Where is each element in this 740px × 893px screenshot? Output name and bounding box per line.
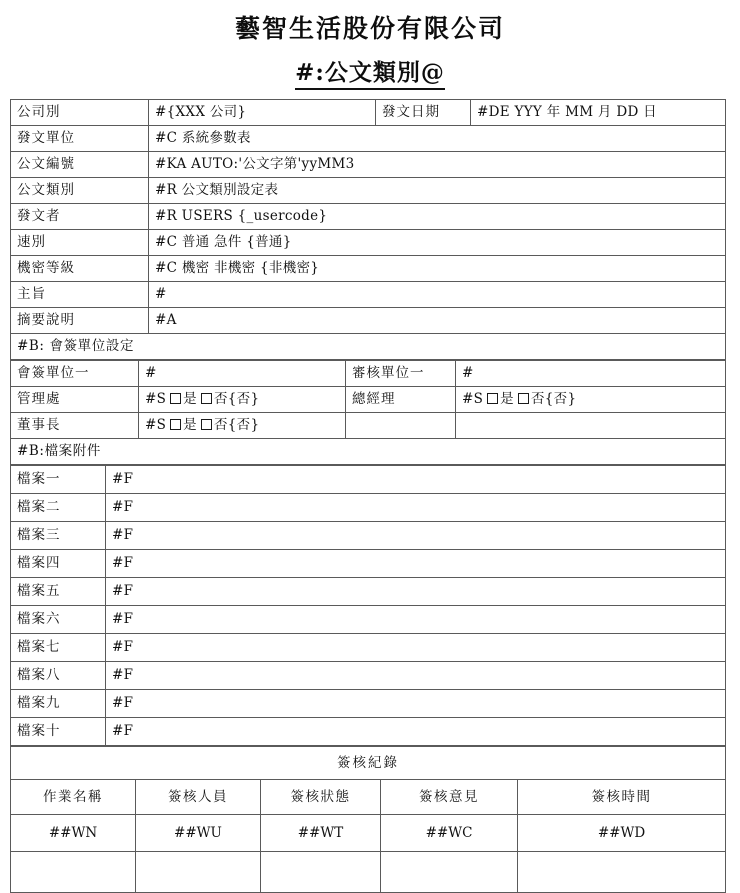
field-label-company: 公司別 bbox=[11, 100, 149, 126]
column-header-task-name: 作業名稱 bbox=[11, 780, 136, 815]
attachment-label-3: 檔案三 bbox=[11, 522, 106, 550]
attachment-value-10[interactable]: #F bbox=[106, 718, 726, 746]
checkbox-no[interactable] bbox=[518, 393, 529, 404]
attachment-value-3[interactable]: #F bbox=[106, 522, 726, 550]
review-label-unit1: 審核單位一 bbox=[346, 361, 456, 387]
checkbox-yes-label: 是 bbox=[183, 417, 197, 434]
page-title: 藝智生活股份有限公司 bbox=[234, 14, 505, 43]
table-row bbox=[11, 550, 726, 578]
attachment-label-10: 檔案十 bbox=[11, 718, 106, 746]
document-page bbox=[0, 14, 740, 882]
table-row bbox=[11, 815, 726, 852]
review-label-gm: 總經理 bbox=[346, 387, 456, 413]
countersign-value-management[interactable] bbox=[139, 387, 346, 413]
attachment-label-6: 檔案六 bbox=[11, 606, 106, 634]
table-row bbox=[11, 718, 726, 746]
table-row bbox=[11, 152, 726, 178]
table-row bbox=[11, 282, 726, 308]
attachment-label-7: 檔案七 bbox=[11, 634, 106, 662]
countersign-value-chairman[interactable] bbox=[139, 413, 346, 439]
column-header-approver: 簽核人員 bbox=[136, 780, 261, 815]
field-value-summary[interactable]: #A bbox=[149, 308, 726, 334]
section-header-attachments bbox=[11, 439, 726, 465]
attachment-value-9[interactable]: #F bbox=[106, 690, 726, 718]
table-row bbox=[11, 204, 726, 230]
checkbox-yes[interactable] bbox=[170, 393, 181, 404]
attachment-label-8: 檔案八 bbox=[11, 662, 106, 690]
countersign-table bbox=[10, 360, 726, 465]
cell-comment: ##WC bbox=[381, 815, 518, 852]
field-label-issue-date: 發文日期 bbox=[376, 100, 471, 126]
checkbox-yes[interactable] bbox=[170, 419, 181, 430]
attachment-value-1[interactable]: #F bbox=[106, 466, 726, 494]
cell-time: ##WD bbox=[518, 815, 726, 852]
column-header-time: 簽核時間 bbox=[518, 780, 726, 815]
attachment-label-4: 檔案四 bbox=[11, 550, 106, 578]
field-value-confidentiality[interactable]: #C 機密 非機密 {非機密} bbox=[149, 256, 726, 282]
table-row bbox=[11, 100, 726, 126]
cell-approver: ##WU bbox=[136, 815, 261, 852]
checkbox-yes-label: 是 bbox=[183, 391, 197, 408]
attachment-label-9: 檔案九 bbox=[11, 690, 106, 718]
prefix-text: #S bbox=[145, 417, 167, 434]
attachment-value-8[interactable]: #F bbox=[106, 662, 726, 690]
field-label-confidentiality: 機密等級 bbox=[11, 256, 149, 282]
attachments-table bbox=[10, 465, 726, 746]
countersign-label-management: 管理處 bbox=[11, 387, 139, 413]
review-value-empty[interactable] bbox=[456, 413, 726, 439]
attachment-value-7[interactable]: #F bbox=[106, 634, 726, 662]
cell-status: ##WT bbox=[261, 815, 381, 852]
attachment-value-2[interactable]: #F bbox=[106, 494, 726, 522]
field-value-company[interactable]: #{XXX 公司} bbox=[149, 100, 376, 126]
section-label-attachments: #B:檔案附件 bbox=[11, 439, 726, 465]
table-row bbox=[11, 413, 726, 439]
approval-log-title: 簽核紀錄 bbox=[11, 747, 726, 780]
checkbox-no[interactable] bbox=[201, 393, 212, 404]
section-label-countersign: #B: 會簽單位設定 bbox=[11, 334, 726, 360]
review-value-gm[interactable] bbox=[456, 387, 726, 413]
table-row bbox=[11, 126, 726, 152]
attachment-value-6[interactable]: #F bbox=[106, 606, 726, 634]
table-row bbox=[11, 230, 726, 256]
field-value-issue-date[interactable]: #DE YYY 年 MM 月 DD 日 bbox=[471, 100, 726, 126]
table-row bbox=[11, 606, 726, 634]
table-row bbox=[11, 578, 726, 606]
table-row bbox=[11, 387, 726, 413]
review-value-unit1[interactable]: # bbox=[456, 361, 726, 387]
page-subtitle: #:公文類別@ bbox=[295, 54, 445, 90]
table-row bbox=[11, 466, 726, 494]
cell-approver bbox=[136, 852, 261, 893]
main-form-table bbox=[10, 99, 726, 360]
field-label-doc-number: 公文編號 bbox=[11, 152, 149, 178]
cell-comment bbox=[381, 852, 518, 893]
attachment-value-4[interactable]: #F bbox=[106, 550, 726, 578]
table-row bbox=[11, 634, 726, 662]
field-value-issue-unit[interactable]: #C 系統參數表 bbox=[149, 126, 726, 152]
attachment-label-2: 檔案二 bbox=[11, 494, 106, 522]
review-label-empty bbox=[346, 413, 456, 439]
approval-log-table bbox=[10, 746, 726, 893]
field-value-subject[interactable]: # bbox=[149, 282, 726, 308]
checkbox-no-label: 否{否} bbox=[530, 391, 577, 408]
field-value-doc-category[interactable]: #R 公文類別設定表 bbox=[149, 178, 726, 204]
field-label-doc-category: 公文類別 bbox=[11, 178, 149, 204]
approval-log-title-row bbox=[11, 747, 726, 780]
cell-time bbox=[518, 852, 726, 893]
checkbox-no[interactable] bbox=[201, 419, 212, 430]
section-header-countersign bbox=[11, 334, 726, 360]
prefix-text: #S bbox=[145, 391, 167, 408]
checkbox-no-label: 否{否} bbox=[213, 391, 260, 408]
cell-task-name bbox=[11, 852, 136, 893]
page-subtitle-wrap bbox=[10, 54, 730, 90]
table-row bbox=[11, 178, 726, 204]
field-value-doc-number[interactable]: #KA AUTO:'公文字第'yyMM3 bbox=[149, 152, 726, 178]
field-value-urgency[interactable]: #C 普通 急件 {普通} bbox=[149, 230, 726, 256]
approval-log-header-row bbox=[11, 780, 726, 815]
field-label-summary: 摘要說明 bbox=[11, 308, 149, 334]
table-row bbox=[11, 256, 726, 282]
checkbox-no-label: 否{否} bbox=[213, 417, 260, 434]
table-row bbox=[11, 308, 726, 334]
attachment-label-1: 檔案一 bbox=[11, 466, 106, 494]
field-label-urgency: 速別 bbox=[11, 230, 149, 256]
cell-status bbox=[261, 852, 381, 893]
field-label-subject: 主旨 bbox=[11, 282, 149, 308]
attachment-label-5: 檔案五 bbox=[11, 578, 106, 606]
column-header-status: 簽核狀態 bbox=[261, 780, 381, 815]
checkbox-yes[interactable] bbox=[487, 393, 498, 404]
table-row bbox=[11, 662, 726, 690]
field-value-issuer[interactable]: #R USERS {_usercode} bbox=[149, 204, 726, 230]
prefix-text: #S bbox=[462, 391, 484, 408]
cell-task-name: ##WN bbox=[11, 815, 136, 852]
field-label-issue-unit: 發文單位 bbox=[11, 126, 149, 152]
table-row bbox=[11, 690, 726, 718]
countersign-label-chairman: 董事長 bbox=[11, 413, 139, 439]
countersign-label-unit1: 會簽單位一 bbox=[11, 361, 139, 387]
table-row bbox=[11, 522, 726, 550]
column-header-comment: 簽核意見 bbox=[381, 780, 518, 815]
checkbox-yes-label: 是 bbox=[500, 391, 514, 408]
field-label-issuer: 發文者 bbox=[11, 204, 149, 230]
countersign-value-unit1[interactable]: # bbox=[139, 361, 346, 387]
table-row bbox=[11, 852, 726, 893]
table-row bbox=[11, 361, 726, 387]
table-row bbox=[11, 494, 726, 522]
attachment-value-5[interactable]: #F bbox=[106, 578, 726, 606]
